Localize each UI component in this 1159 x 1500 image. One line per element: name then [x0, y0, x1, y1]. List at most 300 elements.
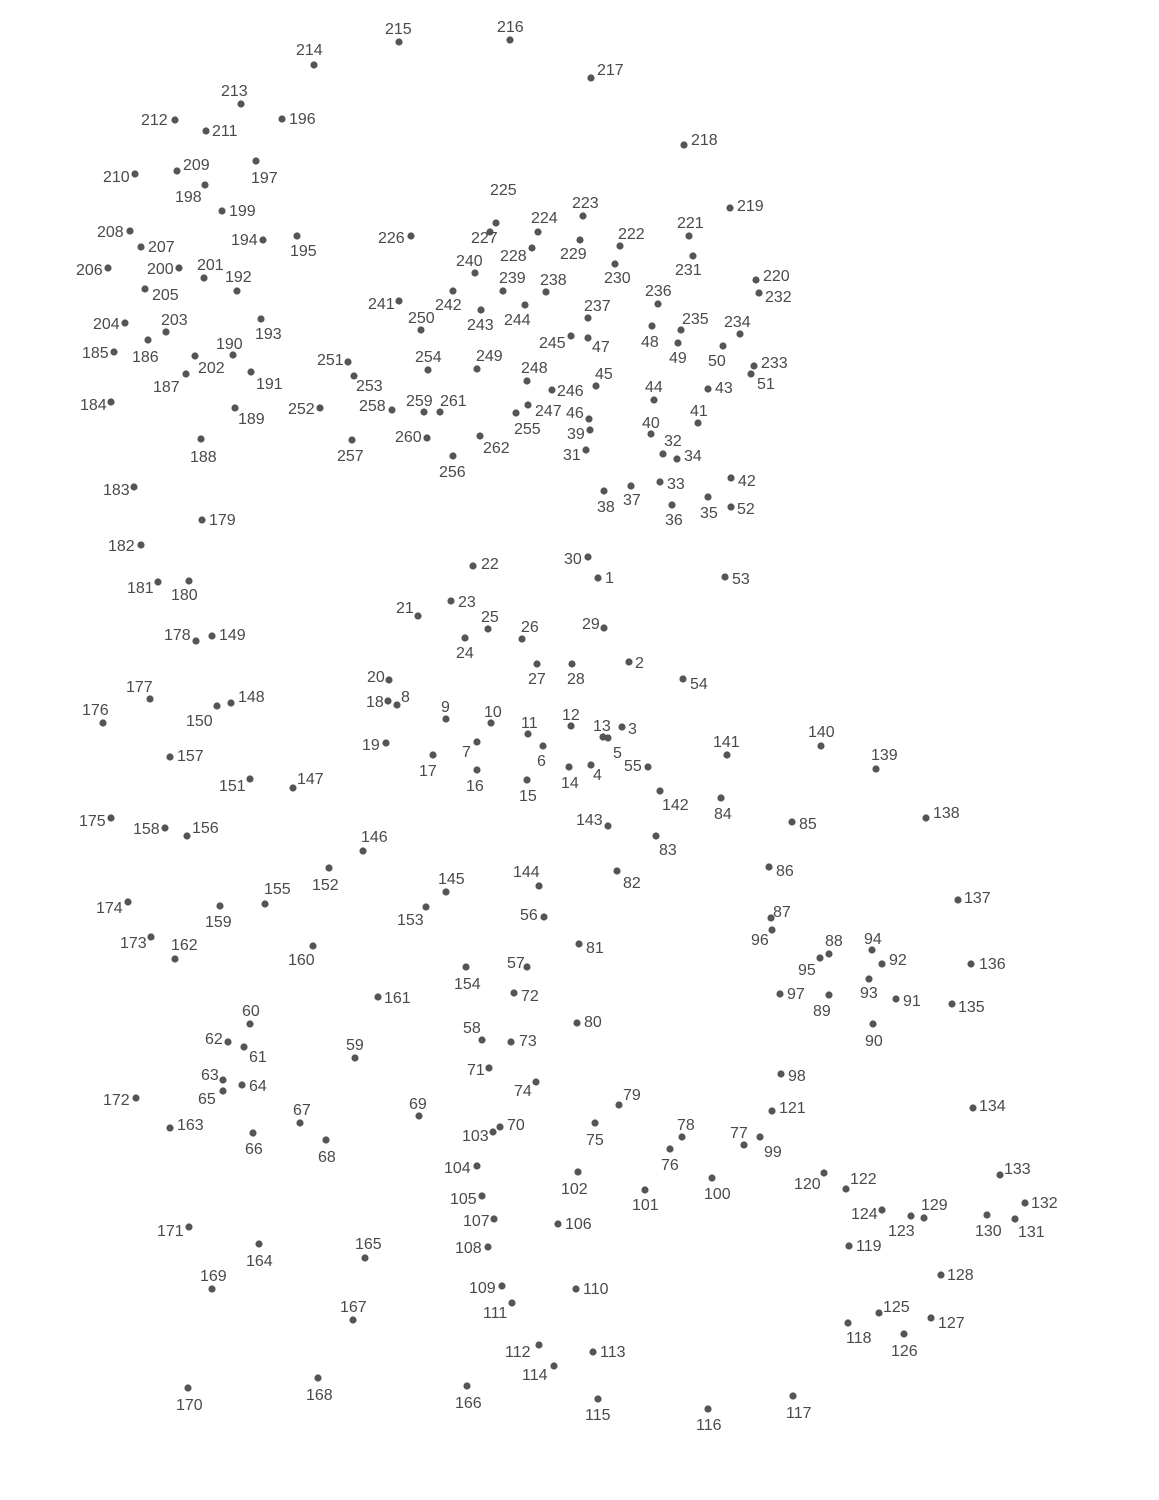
dot-16 [473, 766, 480, 773]
dot-127 [927, 1314, 934, 1321]
dot-label-51: 51 [757, 376, 775, 393]
dot-label-34: 34 [684, 448, 702, 465]
dot-161 [374, 993, 381, 1000]
dot-label-108: 108 [455, 1240, 482, 1257]
dot-label-104: 104 [444, 1160, 471, 1177]
dot-label-42: 42 [738, 473, 756, 490]
dot-133 [996, 1171, 1003, 1178]
dot-236 [654, 300, 661, 307]
dot-66 [249, 1129, 256, 1136]
dot-61 [240, 1043, 247, 1050]
dot-label-225: 225 [490, 182, 517, 199]
dot-label-165: 165 [355, 1236, 382, 1253]
dot-151 [246, 775, 253, 782]
dot-label-175: 175 [79, 813, 106, 830]
dot-226 [407, 232, 414, 239]
dot-99 [756, 1133, 763, 1140]
dot-188 [197, 435, 204, 442]
dot-label-190: 190 [216, 336, 243, 353]
dot-90 [869, 1020, 876, 1027]
dot-172 [132, 1094, 139, 1101]
dot-24 [461, 634, 468, 641]
dot-105 [478, 1192, 485, 1199]
dot-label-25: 25 [481, 609, 499, 626]
dot-label-183: 183 [103, 482, 130, 499]
dot-label-61: 61 [249, 1049, 267, 1066]
dot-label-74: 74 [514, 1083, 532, 1100]
dot-157 [166, 753, 173, 760]
dot-label-158: 158 [133, 821, 160, 838]
dot-label-112: 112 [505, 1344, 531, 1361]
dot-211 [202, 127, 209, 134]
dot-label-259: 259 [406, 393, 433, 410]
dot-label-230: 230 [604, 270, 631, 287]
dot-173 [147, 933, 154, 940]
dot-258 [388, 406, 395, 413]
dot-247 [524, 401, 531, 408]
dot-132 [1021, 1199, 1028, 1206]
dot-3 [618, 723, 625, 730]
dot-44 [650, 396, 657, 403]
dot-label-239: 239 [499, 270, 526, 287]
dot-label-169: 169 [200, 1268, 227, 1285]
dot-label-206: 206 [76, 262, 103, 279]
dot-216 [506, 36, 513, 43]
dot-1 [594, 574, 601, 581]
dot-244 [521, 301, 528, 308]
dot-label-41: 41 [690, 403, 708, 420]
dot-label-140: 140 [808, 724, 835, 741]
dot-129 [920, 1214, 927, 1221]
dot-label-19: 19 [362, 737, 380, 754]
dot-label-128: 128 [947, 1267, 974, 1284]
dot-label-67: 67 [293, 1102, 311, 1119]
dot-label-200: 200 [147, 261, 174, 278]
dot-58 [478, 1036, 485, 1043]
dot-37 [627, 482, 634, 489]
dot-103 [489, 1128, 496, 1135]
dot-124 [878, 1206, 885, 1213]
dot-label-115: 115 [585, 1407, 611, 1424]
dot-109 [498, 1282, 505, 1289]
dot-185 [110, 348, 117, 355]
dot-label-76: 76 [661, 1157, 679, 1174]
dot-label-216: 216 [497, 19, 524, 36]
dot-label-14: 14 [561, 775, 579, 792]
dot-18 [384, 697, 391, 704]
dot-label-228: 228 [500, 248, 527, 265]
dot-7 [473, 738, 480, 745]
dot-label-132: 132 [1031, 1195, 1058, 1212]
dot-label-161: 161 [384, 990, 411, 1007]
dot-label-118: 118 [846, 1330, 872, 1347]
dot-219 [726, 204, 733, 211]
dot-28 [568, 660, 575, 667]
dot-label-65: 65 [198, 1091, 216, 1108]
dot-label-13: 13 [593, 718, 611, 735]
dot-191 [247, 368, 254, 375]
dot-202 [191, 352, 198, 359]
dot-242 [449, 287, 456, 294]
dot-192 [233, 287, 240, 294]
dot-183 [130, 483, 137, 490]
dot-88 [825, 950, 832, 957]
dot-26 [518, 635, 525, 642]
dot-label-218: 218 [691, 132, 718, 149]
dot-210 [131, 170, 138, 177]
dot-label-164: 164 [246, 1253, 273, 1270]
dot-170 [184, 1384, 191, 1391]
dot-label-37: 37 [623, 492, 641, 509]
dot-152 [325, 864, 332, 871]
dot-83 [652, 832, 659, 839]
dot-218 [680, 141, 687, 148]
dot-label-236: 236 [645, 283, 672, 300]
dot-label-78: 78 [677, 1117, 695, 1134]
dot-label-212: 212 [141, 112, 168, 129]
dot-31 [582, 446, 589, 453]
dot-label-100: 100 [704, 1186, 731, 1203]
dot-248 [523, 377, 530, 384]
dot-label-134: 134 [979, 1098, 1006, 1115]
dot-label-52: 52 [737, 501, 755, 518]
dot-194 [259, 236, 266, 243]
dot-43 [704, 385, 711, 392]
dot-111 [508, 1299, 515, 1306]
dot-97 [776, 990, 783, 997]
dot-48 [648, 322, 655, 329]
dot-label-58: 58 [463, 1020, 481, 1037]
dot-178 [192, 637, 199, 644]
dot-label-144: 144 [513, 864, 540, 881]
dot-51 [747, 370, 754, 377]
dot-label-222: 222 [618, 226, 645, 243]
dot-label-94: 94 [864, 931, 882, 948]
dot-label-17: 17 [419, 763, 437, 780]
dot-187 [182, 370, 189, 377]
dot-label-72: 72 [521, 988, 539, 1005]
dot-193 [257, 315, 264, 322]
dot-6 [539, 742, 546, 749]
dot-label-27: 27 [528, 671, 546, 688]
dot-60 [246, 1020, 253, 1027]
dot-177 [146, 695, 153, 702]
dot-label-127: 127 [938, 1315, 965, 1332]
dot-label-202: 202 [198, 360, 225, 377]
dot-84 [717, 794, 724, 801]
dot-46 [585, 415, 592, 422]
dot-label-192: 192 [225, 269, 252, 286]
dot-label-137: 137 [964, 890, 991, 907]
dot-208 [126, 227, 133, 234]
dot-label-163: 163 [177, 1117, 204, 1134]
dot-label-109: 109 [469, 1280, 496, 1297]
dot-68 [322, 1136, 329, 1143]
dot-196 [278, 115, 285, 122]
dot-label-40: 40 [642, 415, 660, 432]
dot-label-180: 180 [171, 587, 198, 604]
dot-47 [584, 334, 591, 341]
dot-label-97: 97 [787, 986, 805, 1003]
dot-232 [755, 289, 762, 296]
dot-212 [171, 116, 178, 123]
dot-label-224: 224 [531, 210, 558, 227]
dot-217 [587, 74, 594, 81]
dot-197 [252, 157, 259, 164]
dot-label-150: 150 [186, 713, 213, 730]
dot-206 [104, 264, 111, 271]
dot-label-205: 205 [152, 287, 179, 304]
dot-label-107: 107 [463, 1213, 490, 1230]
dot-77 [740, 1141, 747, 1148]
dot-label-223: 223 [572, 195, 599, 212]
dot-225 [492, 219, 499, 226]
dot-32 [659, 450, 666, 457]
dot-249 [473, 365, 480, 372]
dot-label-50: 50 [708, 353, 726, 370]
dot-255 [512, 409, 519, 416]
dot-126 [900, 1330, 907, 1337]
dot-label-23: 23 [458, 594, 476, 611]
dot-label-249: 249 [476, 348, 503, 365]
dot-label-81: 81 [586, 940, 604, 957]
dot-179 [198, 516, 205, 523]
dot-label-62: 62 [205, 1031, 223, 1048]
dot-65 [219, 1087, 226, 1094]
dot-label-243: 243 [467, 317, 494, 334]
dot-52 [727, 503, 734, 510]
dot-53 [721, 573, 728, 580]
dot-label-7: 7 [462, 744, 471, 761]
dot-171 [185, 1223, 192, 1230]
dot-label-59: 59 [346, 1037, 364, 1054]
dot-112 [535, 1341, 542, 1348]
dot-141 [723, 751, 730, 758]
dot-143 [604, 822, 611, 829]
dot-25 [484, 625, 491, 632]
dot-label-157: 157 [177, 748, 204, 765]
dot-154 [462, 963, 469, 970]
dot-label-221: 221 [677, 215, 704, 232]
dot-label-103: 103 [462, 1128, 489, 1145]
dot-label-245: 245 [539, 335, 566, 352]
dot-91 [892, 995, 899, 1002]
dot-164 [255, 1240, 262, 1247]
dot-label-21: 21 [396, 600, 414, 617]
dot-14 [565, 763, 572, 770]
dot-label-178: 178 [164, 627, 191, 644]
dot-label-84: 84 [714, 806, 732, 823]
dot-119 [845, 1242, 852, 1249]
dot-254 [424, 366, 431, 373]
dot-label-63: 63 [201, 1067, 219, 1084]
dot-134 [969, 1104, 976, 1111]
dot-67 [296, 1119, 303, 1126]
dot-label-167: 167 [340, 1299, 367, 1316]
dot-label-258: 258 [359, 398, 386, 415]
dot-label-194: 194 [231, 232, 258, 249]
dot-95 [816, 954, 823, 961]
dot-label-123: 123 [888, 1223, 915, 1240]
dot-label-64: 64 [249, 1078, 267, 1095]
dot-80 [573, 1019, 580, 1026]
dot-label-33: 33 [667, 476, 685, 493]
dot-93 [865, 975, 872, 982]
dot-155 [261, 900, 268, 907]
dot-139 [872, 765, 879, 772]
dot-169 [208, 1285, 215, 1292]
dot-45 [592, 382, 599, 389]
dot-label-99: 99 [764, 1144, 782, 1161]
dot-260 [423, 434, 430, 441]
dot-label-181: 181 [127, 580, 154, 597]
dot-label-231: 231 [675, 262, 702, 279]
dot-label-166: 166 [455, 1395, 482, 1412]
dot-180 [185, 577, 192, 584]
dot-131 [1011, 1215, 1018, 1222]
dot-30 [584, 553, 591, 560]
dot-121 [768, 1107, 775, 1114]
dot-174 [124, 898, 131, 905]
dot-137 [954, 896, 961, 903]
dot-256 [449, 452, 456, 459]
dot-label-227: 227 [471, 230, 498, 247]
dot-184 [107, 398, 114, 405]
dot-146 [359, 847, 366, 854]
dot-209 [173, 167, 180, 174]
dot-label-113: 113 [600, 1344, 626, 1361]
dot-label-199: 199 [229, 203, 256, 220]
dot-label-10: 10 [484, 704, 502, 721]
dot-21 [414, 612, 421, 619]
dot-62 [224, 1038, 231, 1045]
dot-163 [166, 1124, 173, 1131]
dot-label-93: 93 [860, 985, 878, 1002]
dot-78 [678, 1133, 685, 1140]
dot-label-95: 95 [798, 962, 816, 979]
dot-label-155: 155 [264, 881, 291, 898]
dot-252 [316, 404, 323, 411]
dot-29 [600, 624, 607, 631]
dot-label-18: 18 [366, 694, 384, 711]
dot-label-117: 117 [786, 1405, 812, 1422]
dot-41 [694, 419, 701, 426]
dot-150 [213, 702, 220, 709]
dot-label-73: 73 [519, 1033, 537, 1050]
dot-153 [422, 903, 429, 910]
dot-224 [534, 228, 541, 235]
dot-label-184: 184 [80, 397, 107, 414]
dot-label-6: 6 [537, 753, 546, 770]
dot-label-138: 138 [933, 805, 960, 822]
dot-102 [574, 1168, 581, 1175]
dot-label-148: 148 [238, 689, 265, 706]
dot-79 [615, 1101, 622, 1108]
dot-label-177: 177 [126, 679, 153, 696]
dot-label-154: 154 [454, 976, 481, 993]
dot-label-116: 116 [696, 1417, 722, 1434]
dot-149 [208, 632, 215, 639]
dot-label-153: 153 [397, 912, 424, 929]
dot-label-179: 179 [209, 512, 236, 529]
dot-215 [395, 38, 402, 45]
dot-label-229: 229 [560, 246, 587, 263]
dot-81 [575, 940, 582, 947]
dot-label-29: 29 [582, 616, 600, 633]
dot-label-220: 220 [763, 268, 790, 285]
dot-label-204: 204 [93, 316, 120, 333]
dot-label-43: 43 [715, 380, 733, 397]
dot-73 [507, 1038, 514, 1045]
dot-label-28: 28 [567, 671, 585, 688]
dot-label-255: 255 [514, 421, 541, 438]
dot-label-30: 30 [564, 551, 582, 568]
dot-165 [361, 1254, 368, 1261]
dot-136 [967, 960, 974, 967]
dot-label-196: 196 [289, 111, 316, 128]
dot-label-39: 39 [567, 426, 585, 443]
dot-144 [535, 882, 542, 889]
dot-label-260: 260 [395, 429, 422, 446]
dot-257 [348, 436, 355, 443]
dot-label-176: 176 [82, 702, 109, 719]
dot-175 [107, 814, 114, 821]
dot-label-31: 31 [563, 447, 581, 464]
dot-214 [310, 61, 317, 68]
dot-156 [183, 832, 190, 839]
dot-207 [137, 243, 144, 250]
dot-label-171: 171 [157, 1223, 184, 1240]
dot-label-48: 48 [641, 334, 659, 351]
dot-108 [484, 1243, 491, 1250]
dot-223 [579, 212, 586, 219]
dot-label-201: 201 [197, 257, 224, 274]
dot-label-247: 247 [535, 403, 562, 420]
dot-label-60: 60 [242, 1003, 260, 1020]
dot-label-105: 105 [450, 1191, 477, 1208]
dot-label-233: 233 [761, 355, 788, 372]
dot-label-26: 26 [521, 619, 539, 636]
dot-125 [875, 1309, 882, 1316]
dot-label-129: 129 [921, 1197, 948, 1214]
dot-label-68: 68 [318, 1149, 336, 1166]
dot-label-70: 70 [507, 1117, 525, 1134]
dot-162 [171, 955, 178, 962]
dot-label-49: 49 [669, 350, 687, 367]
dot-label-114: 114 [522, 1367, 548, 1384]
dot-55 [644, 763, 651, 770]
dot-label-101: 101 [632, 1197, 659, 1214]
dot-19 [382, 739, 389, 746]
dot-label-88: 88 [825, 933, 843, 950]
dot-label-189: 189 [238, 411, 265, 428]
dot-label-193: 193 [255, 326, 282, 343]
dot-label-120: 120 [794, 1176, 821, 1193]
dot-74 [532, 1078, 539, 1085]
dot-113 [589, 1348, 596, 1355]
dot-label-238: 238 [540, 272, 567, 289]
dot-label-172: 172 [103, 1092, 130, 1109]
dot-label-24: 24 [456, 645, 474, 662]
dot-label-87: 87 [773, 904, 791, 921]
dot-label-106: 106 [565, 1216, 592, 1233]
dot-label-252: 252 [288, 401, 315, 418]
dot-label-234: 234 [724, 314, 751, 331]
dot-label-147: 147 [297, 771, 324, 788]
dot-label-69: 69 [409, 1096, 427, 1113]
dot-107 [490, 1215, 497, 1222]
dot-label-244: 244 [504, 312, 531, 329]
